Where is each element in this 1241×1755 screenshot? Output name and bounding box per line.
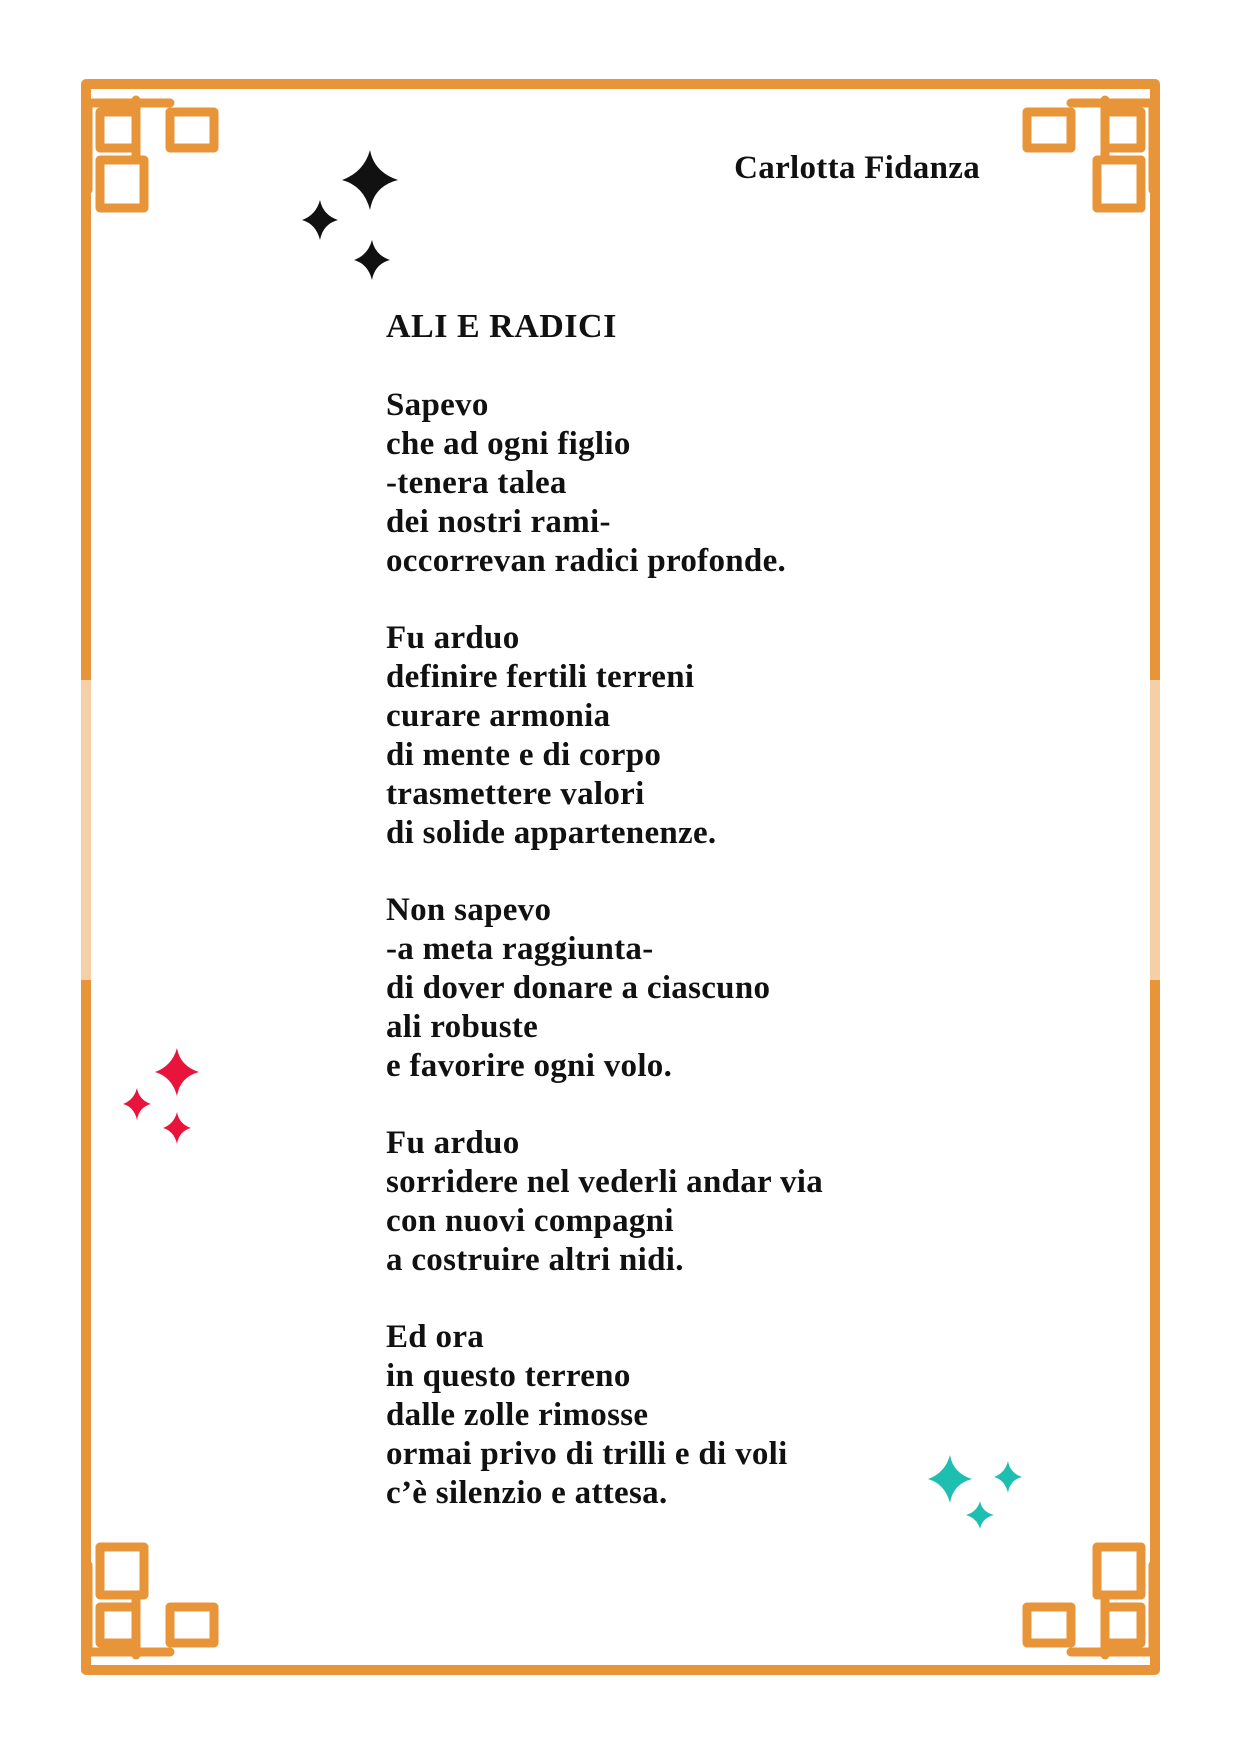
poem-title: ALI E RADICI [386,308,617,345]
author-name: Carlotta Fidanza [734,150,980,186]
poem-line: c’è silenzio e attesa. [386,1475,668,1511]
poem-stanza [386,386,1086,581]
poem-line: in questo terreno [386,1358,631,1394]
poem-line: a costruire altri nidi. [386,1242,684,1278]
poem-line: di solide appartenenze. [386,815,717,851]
poem-line: Ed ora [386,1319,485,1355]
poem-stanza [386,619,1086,853]
poem-body [386,386,1086,1551]
poem-line: trasmettere valori [386,776,645,812]
poem-line: Sapevo [386,387,489,423]
poem-line: ormai privo di trilli e di voli [386,1436,788,1472]
poem-line: dei nostri rami- [386,504,611,540]
poem-line: sorridere nel vederli andar via [386,1164,824,1200]
poem-line: e favorire ogni volo. [386,1048,673,1084]
poem-stanza [386,1318,1086,1513]
poem-line: Non sapevo [386,892,552,928]
greek-key-corner-icon [88,1547,214,1655]
poem-line: che ad ogni figlio [386,426,631,462]
poem-line: di mente e di corpo [386,737,662,773]
poem-stanza [386,1124,1086,1280]
poem-line: -a meta raggiunta- [386,931,654,967]
poem-line: con nuovi compagni [386,1203,674,1239]
poem-line: -tenera talea [386,465,567,501]
greek-key-corner-icon [88,100,214,208]
poem-line: ali robuste [386,1009,539,1045]
greek-key-corner-icon [1027,100,1153,208]
poem-line: definire fertili terreni [386,659,695,695]
poem-line: di dover donare a ciascuno [386,970,771,1006]
greek-key-corner-icon [1027,1547,1153,1655]
poem-stanza [386,891,1086,1086]
poem-line: dalle zolle rimosse [386,1397,649,1433]
poem-line: occorrevan radici profonde. [386,543,787,579]
sparkle-icon [115,1040,215,1150]
poem-line: Fu arduo [386,620,520,656]
poem-line: curare armonia [386,698,611,734]
sparkle-icon [290,140,420,290]
poem-line: Fu arduo [386,1125,520,1161]
